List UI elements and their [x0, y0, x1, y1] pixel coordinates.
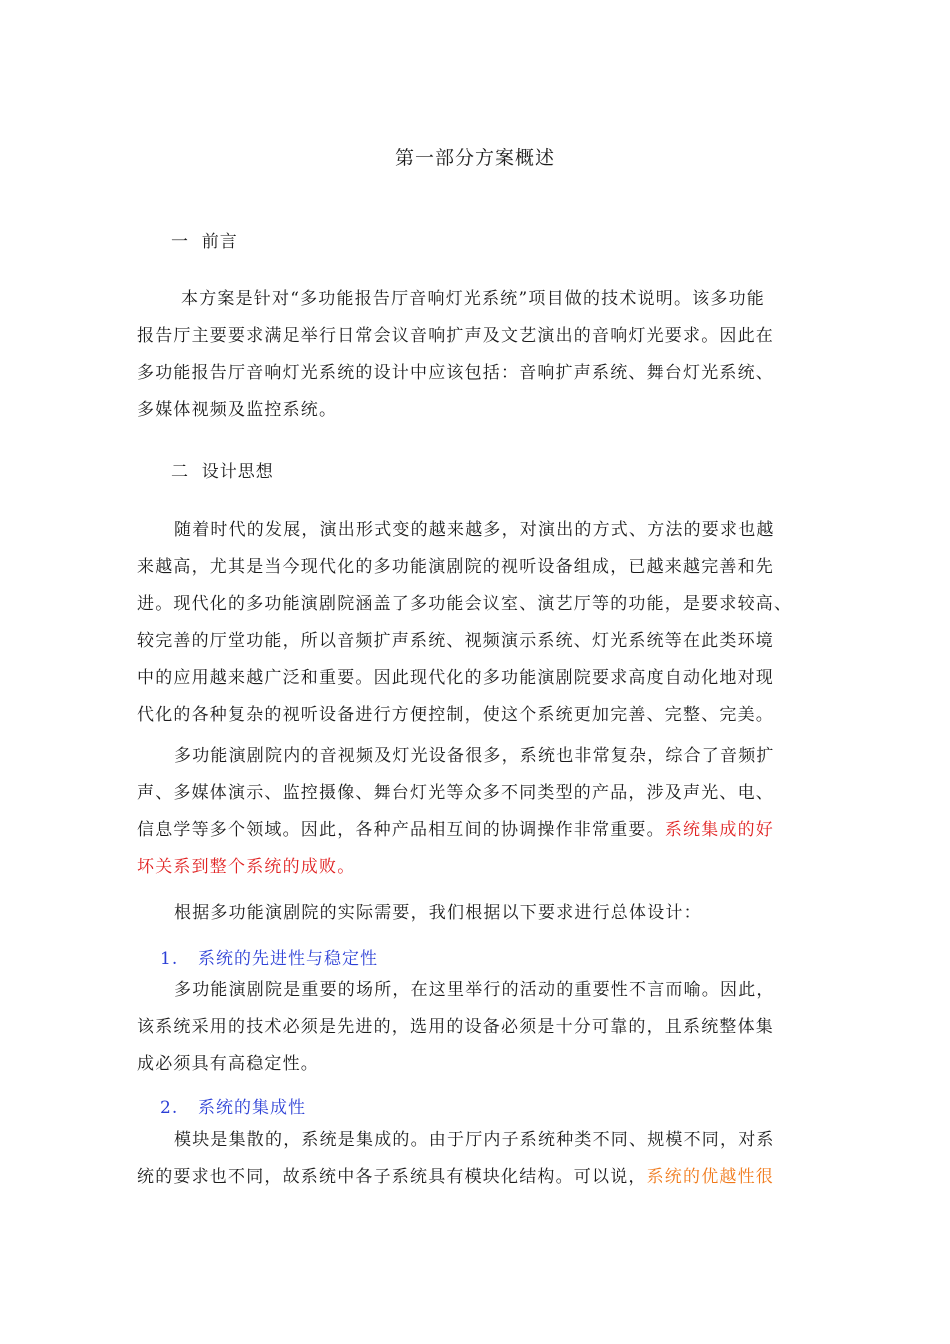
item-label: 系统的先进性与稳定性	[198, 949, 378, 969]
design-p1-line: 代化的各种复杂的视听设备进行方便控制，使这个系统更加完善、完整、完美。	[137, 705, 774, 725]
design-p3-line: 根据多功能演剧院的实际需要，我们根据以下要求进行总体设计：	[174, 903, 702, 923]
highlight-red-text: 坏关系到整个系统的成败。	[137, 857, 356, 877]
item2-line	[137, 1159, 827, 1196]
numbered-item-1	[160, 944, 378, 969]
design-p2-line	[137, 812, 827, 849]
item1-line: 该系统采用的技术必须是先进的，选用的设备必须是十分可靠的，且系统整体集	[137, 1017, 774, 1037]
preface-heading: 一 前言	[171, 232, 238, 252]
design-p1-line: 来越高，尤其是当今现代化的多功能演剧院的视听设备组成，已越来越完善和先	[137, 557, 774, 577]
preface-line: 报告厅主要要求满足举行日常会议音响扩声及文艺演出的音响灯光要求。因此在	[137, 326, 774, 346]
item1-line: 成必须具有高稳定性。	[137, 1054, 319, 1074]
design-p1-line: 较完善的厅堂功能，所以音频扩声系统、视频演示系统、灯光系统等在此类环境	[137, 631, 774, 651]
item-number: 2.	[160, 1098, 179, 1118]
design-p1-line: 随着时代的发展，演出形式变的越来越多，对演出的方式、方法的要求也越	[174, 520, 775, 540]
item2-paragraph	[137, 1122, 827, 1196]
design-p1-line: 进。现代化的多功能演剧院涵盖了多功能会议室、演艺厅等的功能，是要求较高、	[137, 594, 793, 614]
design-heading: 二 设计思想	[171, 462, 274, 482]
item1-line: 多功能演剧院是重要的场所，在这里举行的活动的重要性不言而喻。因此，	[174, 980, 775, 1000]
highlight-red-text: 系统集成的好	[664, 820, 775, 840]
design-p2-line: 多功能演剧院内的音视频及灯光设备很多，系统也非常复杂，综合了音频扩	[174, 746, 775, 766]
item1-paragraph	[137, 972, 827, 1083]
design-paragraph-2	[137, 738, 827, 886]
item2-line2-text: 统的要求也不同，故系统中各子系统具有模块化结构。可以说，	[137, 1167, 647, 1187]
item2-line: 模块是集散的，系统是集成的。由于厅内子系统种类不同、规模不同，对系	[174, 1130, 775, 1150]
numbered-item-2	[160, 1093, 306, 1118]
highlight-orange-text: 系统的优越性很	[646, 1167, 775, 1187]
design-paragraph-3	[137, 895, 827, 932]
preface-line: 本方案是针对“多功能报告厅音响灯光系统”项目做的技术说明。该多功能	[181, 289, 765, 309]
design-p1-line: 中的应用越来越广泛和重要。因此现代化的多功能演剧院要求高度自动化地对现	[137, 668, 774, 688]
preface-line: 多功能报告厅音响灯光系统的设计中应该包括：音响扩声系统、舞台灯光系统、	[137, 363, 774, 383]
item-number: 1.	[160, 949, 179, 969]
design-p2-line3-text: 信息学等多个领域。因此，各种产品相互间的协调操作非常重要。	[137, 820, 665, 840]
preface-paragraph	[137, 281, 827, 429]
item-label: 系统的集成性	[198, 1098, 306, 1118]
page-title: 第一部分方案概述	[394, 147, 555, 169]
design-p2-line: 声、多媒体演示、监控摄像、舞台灯光等众多不同类型的产品，涉及声光、电、	[137, 783, 774, 803]
design-paragraph-1	[137, 512, 827, 734]
preface-line: 多媒体视频及监控系统。	[137, 400, 338, 420]
